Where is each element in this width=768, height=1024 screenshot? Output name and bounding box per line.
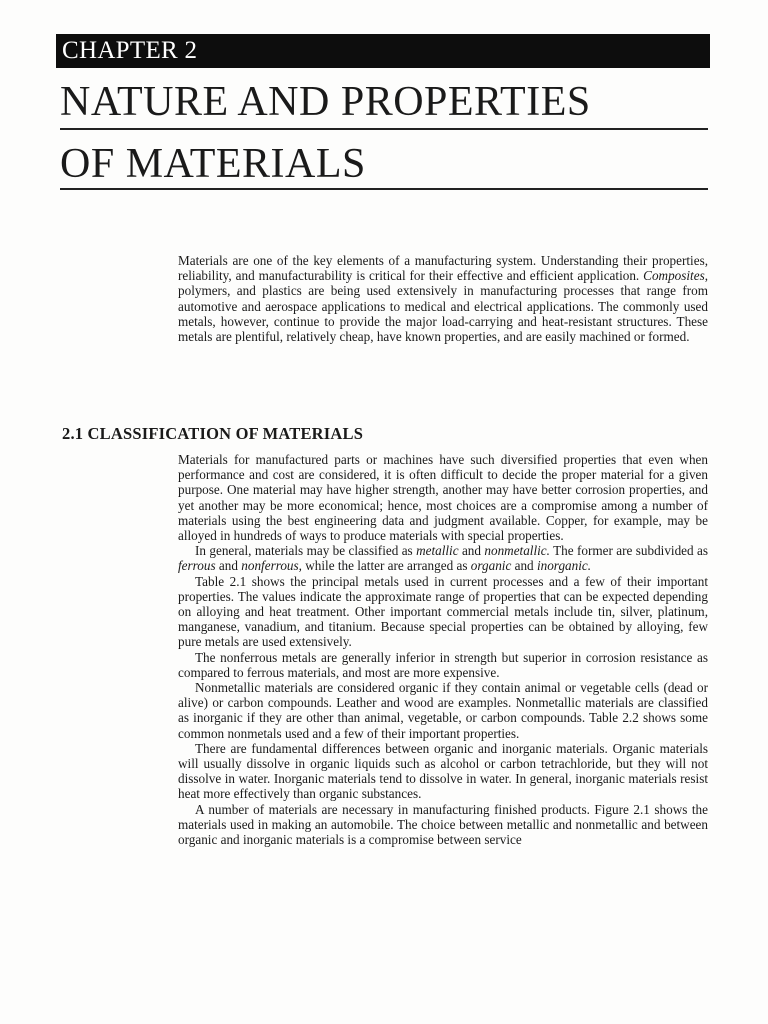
text-run: The former are subdivided as	[549, 543, 708, 559]
paragraph: Materials for manufactured parts or machines have such diversified properties that even when performance and cost are considered, it is often difficult to decide the proper material for a given purpose. One material may have higher strength, another may have better corrosion properties, and yet another may be more economical; hence, most choices are a compromise among a number of materials using the best engineering data and judgment available. Copper, for example, may be alloyed in hundreds of ways to produce materials with special properties.	[178, 452, 708, 544]
intro-paragraph-block	[178, 253, 708, 344]
intro-paragraph	[178, 253, 708, 344]
text-run: In general, materials may be classified as	[195, 543, 417, 559]
title-rule-1	[60, 128, 708, 130]
section-body	[178, 452, 708, 847]
emphasis-text: Composites	[643, 268, 705, 284]
emphasis-text: inorganic.	[536, 558, 592, 574]
emphasis-text: nonferrous,	[241, 558, 302, 574]
section-heading: 2.1 CLASSIFICATION OF MATERIALS	[62, 424, 364, 443]
text-run: , polymers, and plastics are being used extensively in manufacturing processes that range from automotive and aerospace applications to medical and electrical applications. The commonly used metals, however, continue to provide the major load-carrying and heat-resistant structures. These metals are plentiful, relatively cheap, have known properties, and are easily machined or formed.	[178, 268, 708, 345]
emphasis-text: ferrous	[178, 558, 216, 574]
paragraph	[178, 543, 708, 573]
title-rule-2	[60, 188, 708, 190]
paragraph: Table 2.1 shows the principal metals used in current processes and a few of their important properties. The values indicate the approximate range of properties that can be expected depending on alloying and heat treatment. Other important commercial metals include tin, silver, platinum, manganese, vanadium, and titanium. Because special properties can be obtained by alloying, few pure metals are used extensively.	[178, 573, 708, 650]
text-run: and	[215, 558, 242, 574]
emphasis-text: metallic	[416, 543, 459, 559]
text-run: and	[458, 543, 485, 559]
chapter-label: CHAPTER 2	[62, 37, 198, 64]
paragraph: Nonmetallic materials are considered organic if they contain animal or vegetable cells (dead or alive) or carbon compounds. Leather and wood are examples. Nonmetallic materials are classified as inorganic if they are other than animal, vegetable, or carbon compounds. Table 2.2 shows some common nonmetals used and a few of their important properties.	[178, 680, 708, 741]
emphasis-text: organic	[470, 558, 512, 574]
text-run: Materials are one of the key elements of a manufacturing system. Understanding their properties, reliability, and manufacturability is critical for their effective and efficient application.	[178, 253, 708, 284]
text-run: while the latter are arranged as	[301, 558, 471, 574]
paragraph: The nonferrous metals are generally inferior in strength but superior in corrosion resistance as compared to ferrous materials, and most are more expensive.	[178, 649, 708, 680]
paragraph: There are fundamental differences between organic and inorganic materials. Organic materials will usually dissolve in organic liquids such as alcohol or carbon tetrachloride, but they will not dissolve in water. Inorganic materials tend to dissolve in water. In general, inorganic materials resist heat more effectively than organic substances.	[178, 740, 708, 802]
text-run: and	[511, 558, 537, 574]
chapter-title-line-1: NATURE AND PROPERTIES	[60, 79, 591, 125]
paragraph: A number of materials are necessary in manufacturing finished products. Figure 2.1 shows the materials used in making an automobile. The choice between metallic and nonmetallic and between organic and inorganic materials is a compromise between service	[178, 801, 708, 848]
chapter-label-bar	[56, 34, 710, 68]
chapter-title-line-2: OF MATERIALS	[60, 141, 366, 187]
emphasis-text: nonmetallic.	[484, 543, 550, 559]
